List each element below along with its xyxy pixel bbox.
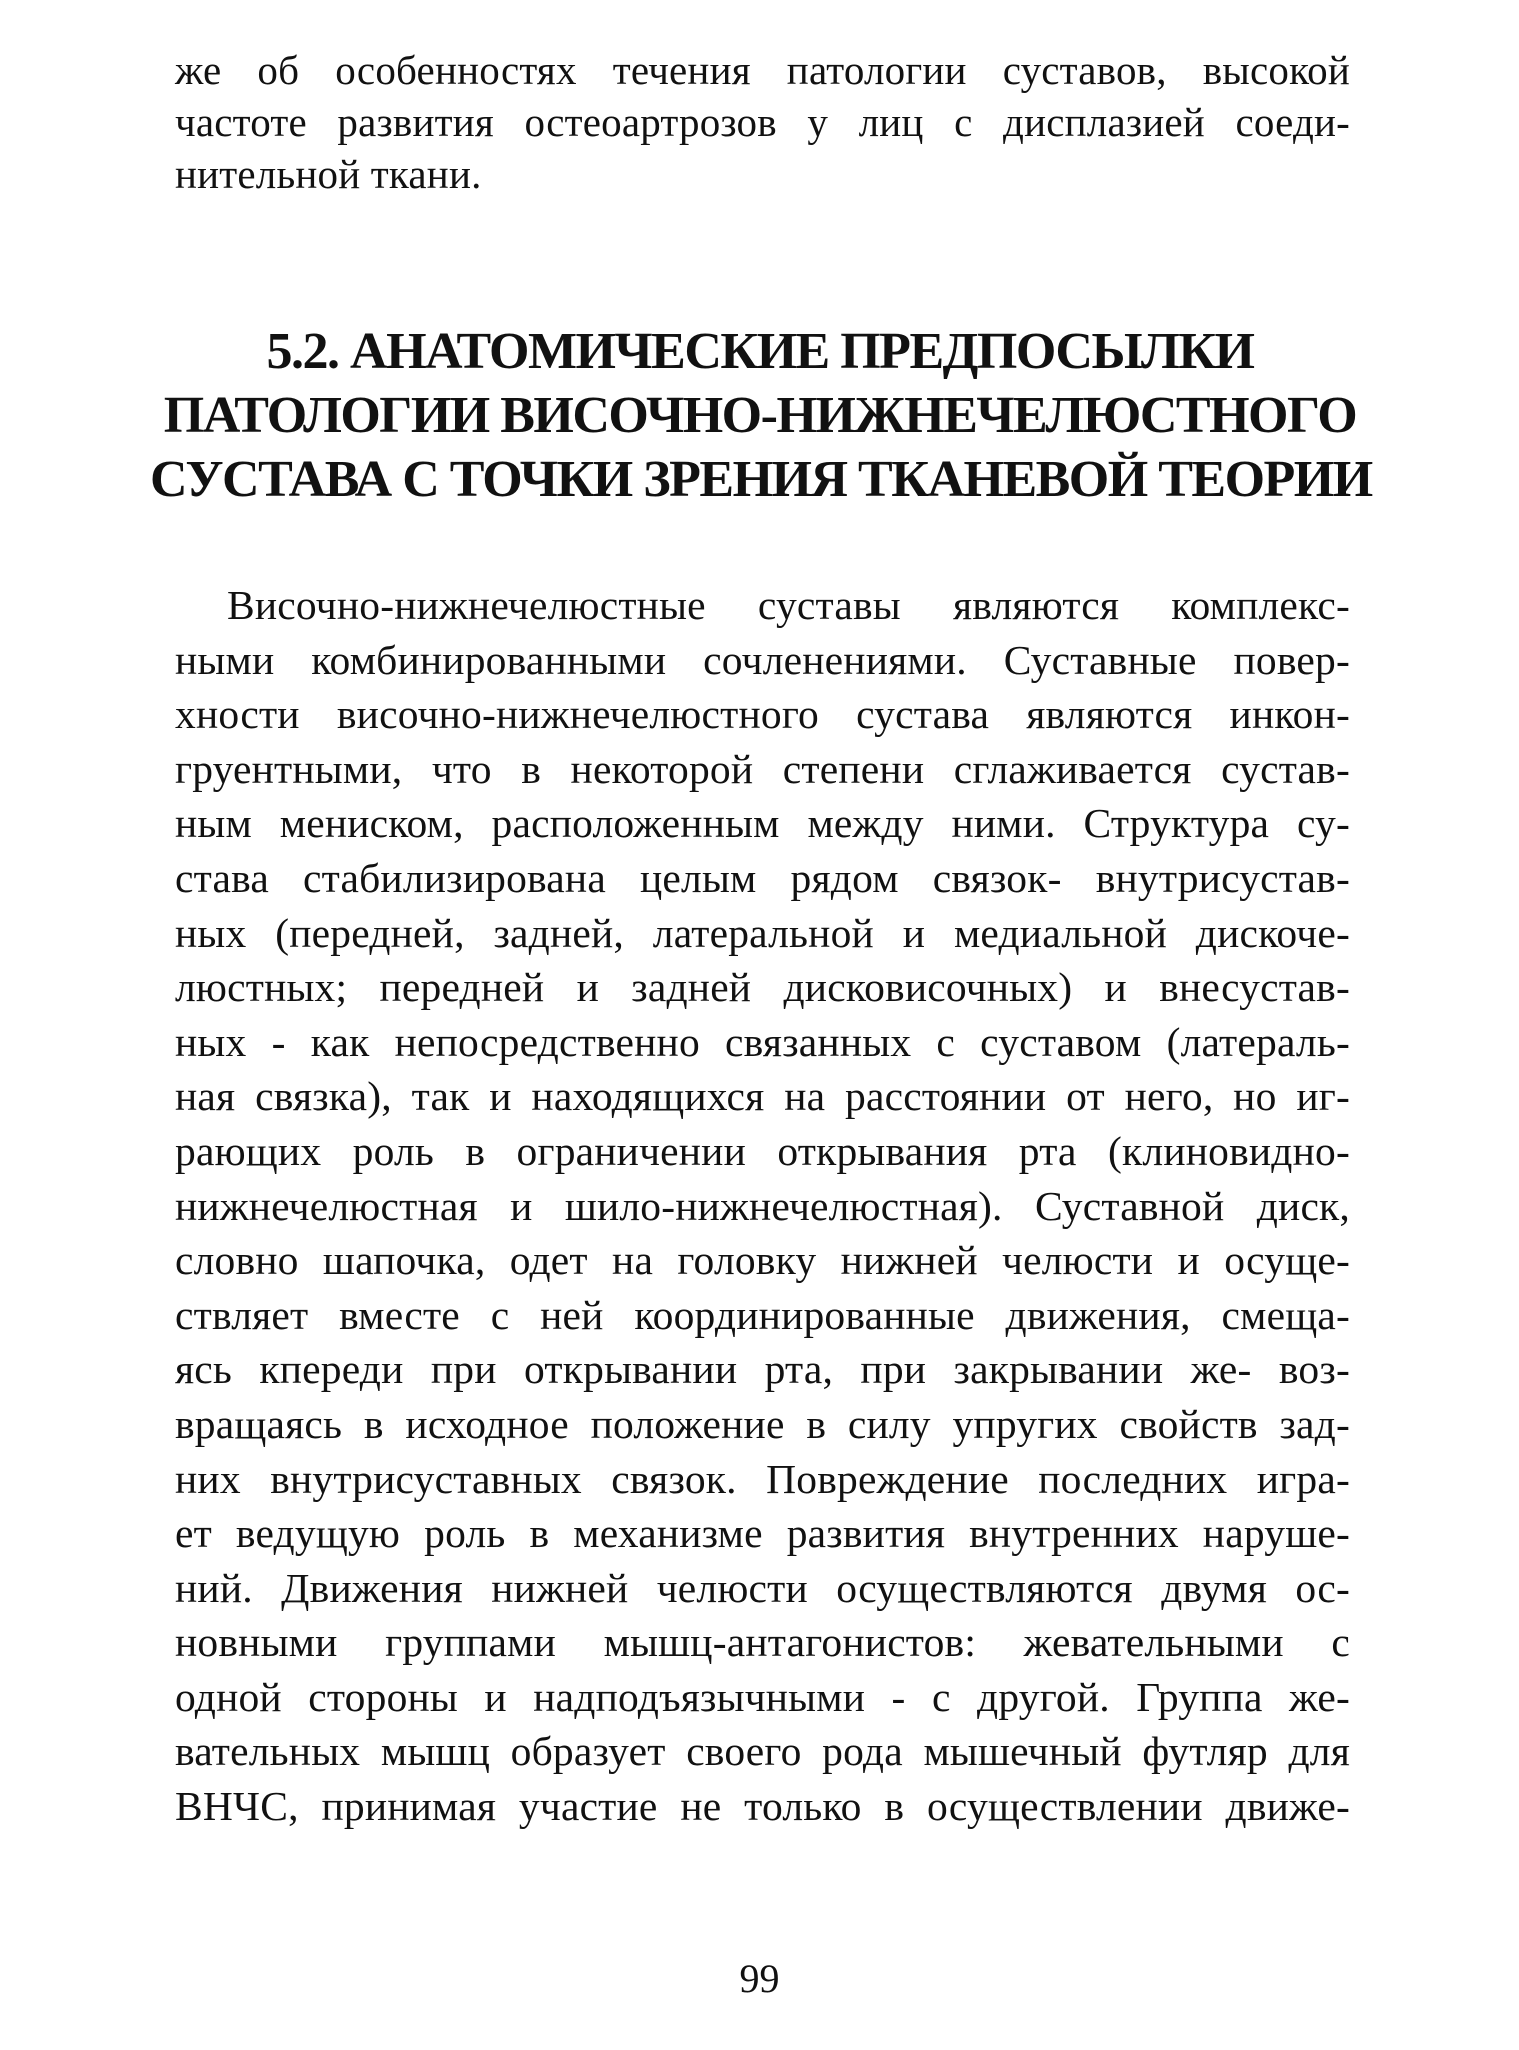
paragraph-line: ная связка), так и находящихся на расстоянии от него, но иг- <box>175 1073 1350 1120</box>
body-paragraph <box>175 578 1350 1834</box>
heading-line: 5.2. АНАТОМИЧЕСКИЕ ПРЕДПОСЫЛКИ <box>266 323 1254 380</box>
paragraph-line: ным мениском, расположенным между ними. Структура су- <box>175 800 1350 847</box>
heading-line: СУСТАВА С ТОЧКИ ЗРЕНИЯ ТКАНЕВОЙ ТЕОРИИ <box>150 451 1372 508</box>
paragraph-line: ВНЧС, принимая участие не только в осуществлении движе- <box>175 1783 1350 1830</box>
paragraph-line: нижнечелюстная и шило-нижнечелюстная). Суставной диск, <box>175 1182 1350 1229</box>
paragraph-line: груентными, что в некоторой степени сглаживается сустав- <box>175 745 1350 792</box>
paragraph-line: ний. Движения нижней челюсти осуществляются двумя ос- <box>175 1564 1350 1611</box>
paragraph-line: става стабилизирована целым рядом связок- внутрисустав- <box>175 854 1350 901</box>
paragraph-line: них внутрисуставных связок. Повреждение последних игра- <box>175 1455 1350 1502</box>
paragraph-line: ных - как непосредственно связанных с суставом (латераль- <box>175 1018 1350 1065</box>
paragraph-line: же об особенностях течения патологии суставов, высокой <box>175 47 1350 93</box>
paragraph-line: ясь кпереди при открывании рта, при закрывании же- воз- <box>175 1346 1350 1393</box>
page-number: 99 <box>739 1956 780 2001</box>
paragraph-line: одной стороны и надподъязычными - с другой. Группа же- <box>175 1673 1350 1720</box>
heading-line: ПАТОЛОГИИ ВИСОЧНО-НИЖНЕЧЕЛЮСТНОГО <box>163 387 1357 444</box>
paragraph-line: вращаясь в исходное положение в силу упругих свойств зад- <box>175 1400 1350 1447</box>
paragraph-line: ными комбинированными сочленениями. Суставные повер- <box>175 636 1350 683</box>
paragraph-line: ствляет вместе с ней координированные движения, смеща- <box>175 1291 1350 1338</box>
paragraph-line: вательных мышц образует своего рода мышечный футляр для <box>175 1728 1350 1775</box>
paragraph-line: хности височно-нижнечелюстного сустава являются инкон- <box>175 691 1350 738</box>
section-heading <box>150 320 1370 512</box>
continued-paragraph <box>175 44 1350 200</box>
paragraph-line: частоте развития остеоартрозов у лиц с дисплазией соеди- <box>175 99 1350 145</box>
paragraph-line: ных (передней, задней, латеральной и медиальной дискоче- <box>175 909 1350 956</box>
paragraph-line: новными группами мышц-антагонистов: жевательными с <box>175 1619 1350 1666</box>
paragraph-line: ет ведущую роль в механизме развития внутренних наруше- <box>175 1510 1350 1557</box>
paragraph-line: словно шапочка, одет на головку нижней челюсти и осуще- <box>175 1237 1350 1284</box>
paragraph-line: люстных; передней и задней дисковисочных) и внесустав- <box>175 964 1350 1011</box>
paragraph-line: Височно-нижнечелюстные суставы являются комплекс- <box>227 582 1350 628</box>
paragraph-line: рающих роль в ограничении открывания рта (клиновидно- <box>175 1127 1350 1174</box>
paragraph-line: нительной ткани. <box>175 151 482 197</box>
